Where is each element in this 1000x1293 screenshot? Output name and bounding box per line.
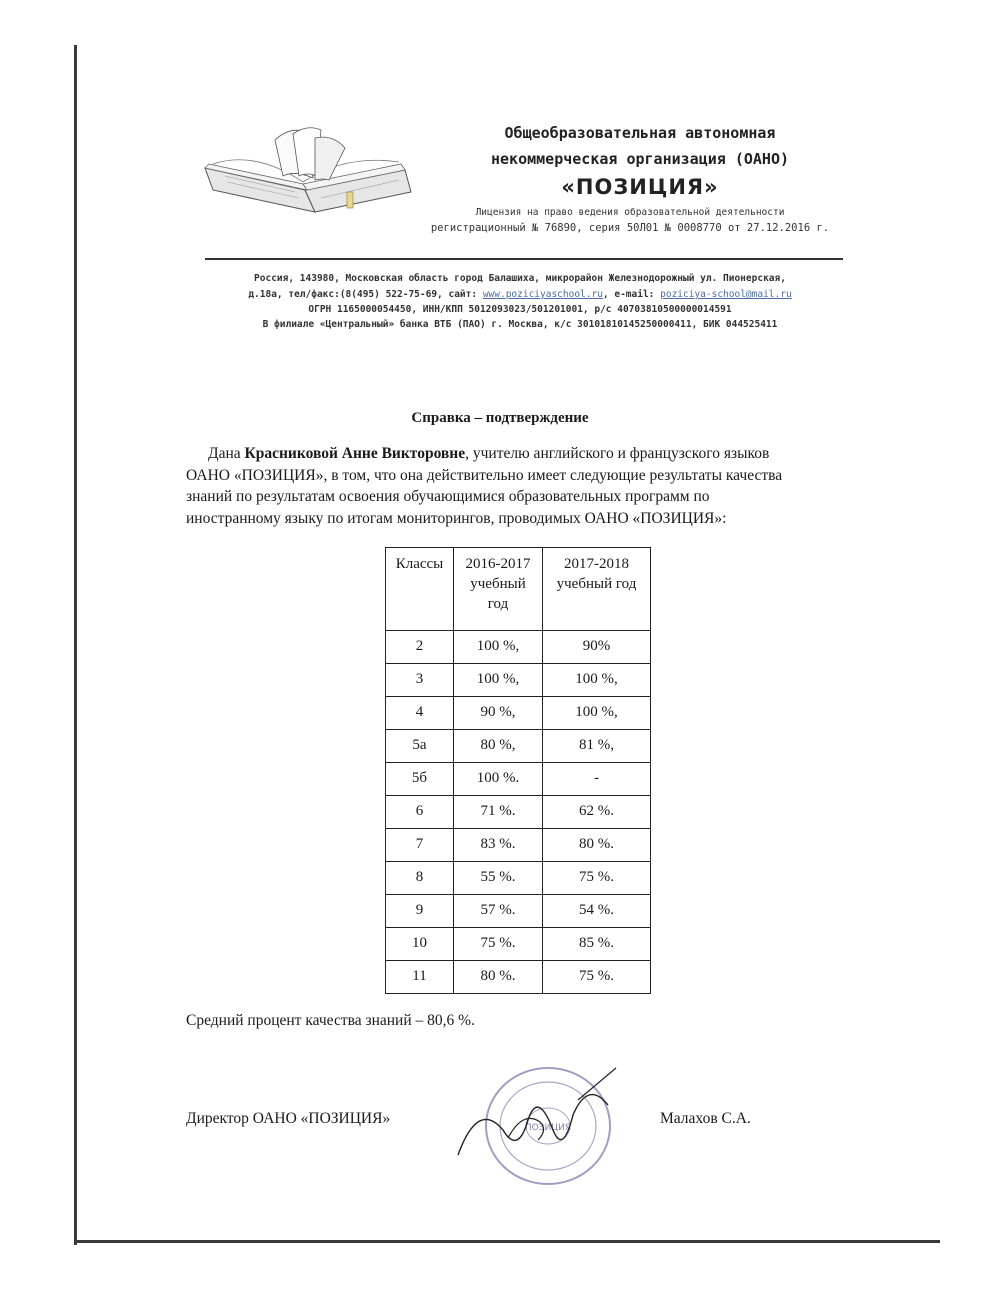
table-row [386,697,651,730]
table-row [386,763,651,796]
scan-edge-left [74,45,77,1245]
class-cell: 2 [386,631,454,664]
class-cell: 9 [386,895,454,928]
table-row [386,895,651,928]
year-2016-2017-cell: 57 %. [454,895,543,928]
license-line2: регистрационный № 76890, серия 50Л01 № 0008770 от 27.12.2016 г. [430,222,830,234]
class-cell: 5а [386,730,454,763]
table-row [386,928,651,961]
table-header-cell [386,548,454,631]
table-row [386,829,651,862]
email-link[interactable]: poziciya-school@mail.ru [660,289,792,300]
document-title: Справка – подтверждение [411,410,589,426]
table-row [386,796,651,829]
year-2016-2017-cell: 71 %. [454,796,543,829]
book-logo-icon [195,120,420,220]
contact-registration: ОГРН 1165000054450, ИНН/КПП 5012093023/501201001, р/с 40703810500000014591 [308,304,732,315]
stamp-seal [448,1060,623,1200]
class-cell: 3 [386,664,454,697]
director-title: Директор ОАНО «ПОЗИЦИЯ» [186,1110,391,1127]
year-2017-2018-cell: 62 %. [543,796,651,829]
year-2017-2018-cell: 81 %, [543,730,651,763]
document-body [186,443,866,529]
class-cell: 5б [386,763,454,796]
year-2016-2017-cell: 90 %, [454,697,543,730]
table-header-line: год [487,596,509,612]
year-2016-2017-cell: 80 %. [454,961,543,994]
contact-phone-site-email [195,289,845,300]
table-row [386,862,651,895]
year-2016-2017-cell: 100 %, [454,631,543,664]
year-2016-2017-cell: 83 %. [454,829,543,862]
table-row [386,631,651,664]
year-2017-2018-cell: 100 %, [543,697,651,730]
table-header-line: учебный [470,576,526,592]
site-link[interactable]: www.poziciyaschool.ru [482,289,603,300]
class-cell: 6 [386,796,454,829]
average-quality: Средний процент качества знаний – 80,6 %. [186,1012,475,1029]
class-cell: 10 [386,928,454,961]
body-line1 [186,443,866,465]
year-2016-2017-cell: 75 %. [454,928,543,961]
org-name-line1: Общеобразовательная автономная [504,124,776,142]
scan-edge-bottom [74,1240,940,1243]
year-2017-2018-cell: 54 %. [543,895,651,928]
email-label: , e-mail: [602,289,661,300]
results-table [385,547,651,994]
license-line1: Лицензия на право ведения образовательной деятельности [475,207,785,218]
class-cell: 11 [386,961,454,994]
year-2016-2017-cell: 100 %. [454,763,543,796]
year-2017-2018-cell: 100 %, [543,664,651,697]
contact-address: Россия, 143980, Московская область город Балашиха, микрорайон Железнодорожный ул. Пионерская, [254,273,786,284]
org-short-name: «ПОЗИЦИЯ» [561,175,719,199]
table-header-line: Классы [395,556,444,572]
body-intro-prefix: Дана [208,445,245,462]
year-2016-2017-cell: 55 %. [454,862,543,895]
body-line4: иностранному языку по итогам мониторингов, проводимых ОАНО «ПОЗИЦИЯ»: [186,509,727,527]
year-2017-2018-cell: 75 %. [543,862,651,895]
body-line2: ОАНО «ПОЗИЦИЯ», в том, что она действительно имеет следующие результаты качества [186,466,783,484]
director-name: Малахов С.А. [660,1110,751,1127]
class-cell: 4 [386,697,454,730]
year-2016-2017-cell: 80 %, [454,730,543,763]
stamp-text: ПОЗИЦИЯ [524,1123,572,1133]
year-2017-2018-cell: - [543,763,651,796]
year-2017-2018-cell: 85 %. [543,928,651,961]
table-header-cell [543,548,651,631]
org-name-line2: некоммерческая организация (ОАНО) [490,150,789,168]
table-header-line: учебный год [556,576,637,592]
body-line3: знаний по результатам освоения обучающимися образовательных программ по [186,488,710,505]
table-header-line: 2016-2017 [465,556,531,572]
class-cell: 8 [386,862,454,895]
table-header-line: 2017-2018 [564,556,629,572]
year-2016-2017-cell: 100 %, [454,664,543,697]
year-2017-2018-cell: 75 %. [543,961,651,994]
contact-bank: В филиале «Центральный» банка ВТБ (ПАО) г. Москва, к/с 30101810145250000411, БИК 044525411 [262,319,778,330]
class-cell: 7 [386,829,454,862]
table-row [386,961,651,994]
table-header-row [386,548,651,631]
header-divider [205,258,843,260]
year-2017-2018-cell: 80 %. [543,829,651,862]
table-row [386,730,651,763]
table-row [386,664,651,697]
contact-phone: д.18а, тел/факс:(8(495) 522-75-69, сайт: [248,289,483,300]
table-header-cell [454,548,543,631]
body-intro-suffix: , учителю английского и французского языков [465,445,770,462]
year-2017-2018-cell: 90% [543,631,651,664]
recipient-name: Красниковой Анне Викторовне [244,445,466,462]
